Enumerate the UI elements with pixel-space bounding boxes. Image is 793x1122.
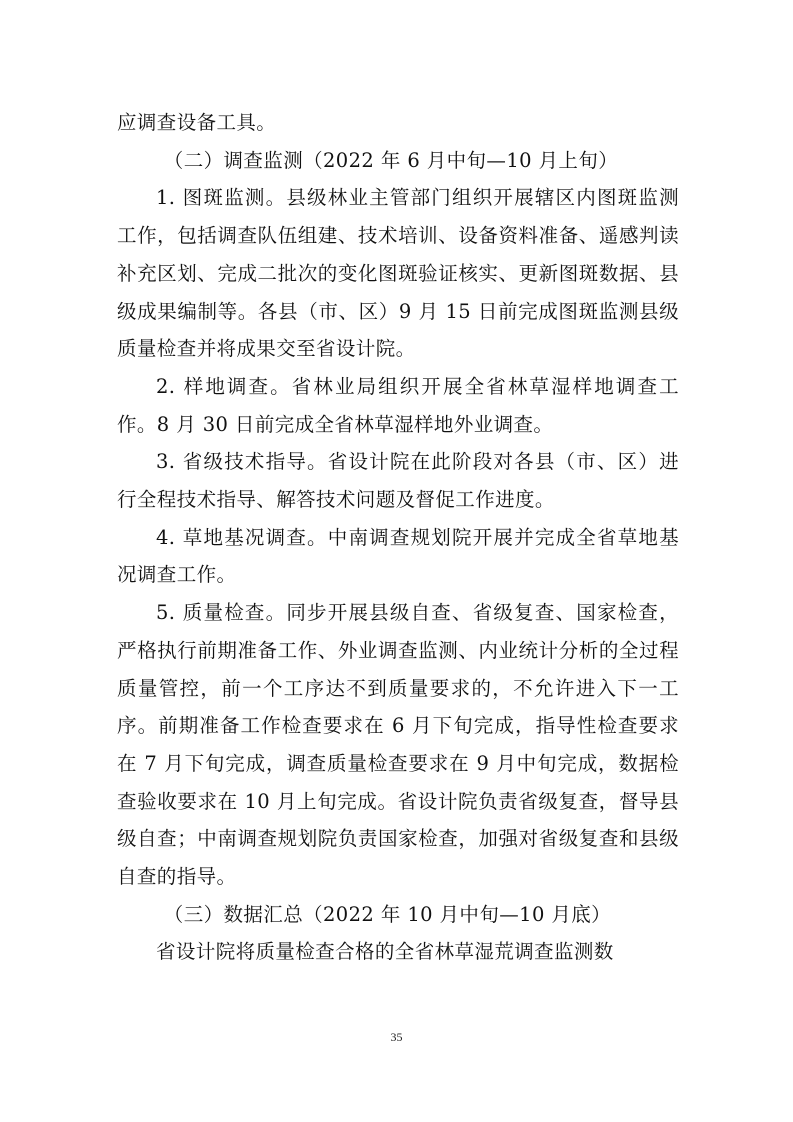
paragraph-provincial-guidance: 3. 省级技术指导。省设计院在此阶段对各县（市、区）进行全程技术指导、解答技术问题及督促工作进度。 — [117, 450, 679, 512]
section-heading-survey-monitoring: （二）调查监测（2022 年 6 月中旬—10 月上旬） — [163, 148, 619, 172]
paragraph-continuation: 应调查设备工具。 — [117, 111, 277, 134]
paragraph-grassland-survey: 4. 草地基况调查。中南调查规划院开展并完成全省草地基况调查工作。 — [117, 525, 679, 587]
document-body — [117, 104, 679, 971]
page-number: 35 — [390, 1030, 403, 1044]
section-heading-data-summary: （三）数据汇总（2022 年 10 月中旬—10 月底） — [163, 902, 612, 926]
paragraph-data-summary: 省设计院将质量检查合格的全省林草湿荒调查监测数 — [156, 940, 614, 964]
paragraph-quality-check: 5. 质量检查。同步开展县级自查、省级复查、国家检查，严格执行前期准备工作、外业调查监测、内业统计分析的全过程质量管控，前一个工序达不到质量要求的，不允许进入下一工序。前期准备工作检查要求在 6 月下旬完成，指导性检查要求在 7 月下旬完成，调查质量检查要求在 9 月中旬完成，数据检查验收要求在 10 月上旬完成。省设计院负责省级复查，督导县级自查；中南调查规划院负责国家检查，加强对省级复查和县级自查的指导。 — [117, 601, 679, 889]
paragraph-patch-monitoring: 1. 图斑监测。县级林业主管部门组织开展辖区内图斑监测工作，包括调查队伍组建、技术培训、设备资料准备、遥感判读补充区划、完成二批次的变化图斑验证核实、更新图斑数据、县级成果编制等。各县（市、区）9 月 15 日前完成图斑监测县级质量检查并将成果交至省设计院。 — [117, 186, 679, 361]
paragraph-plot-survey: 2. 样地调查。省林业局组织开展全省林草湿样地调查工作。8 月 30 日前完成全省林草湿样地外业调查。 — [117, 374, 679, 436]
